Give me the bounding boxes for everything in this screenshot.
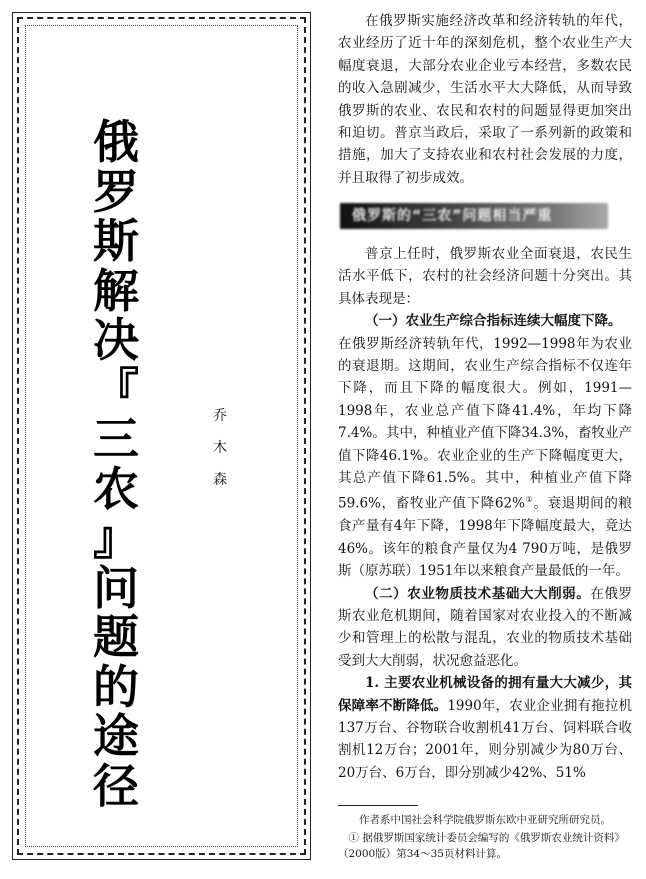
title-char: 径 bbox=[93, 758, 139, 813]
title-char: 农 bbox=[93, 461, 139, 516]
subsection-3 bbox=[338, 672, 632, 784]
subsection-3-text: 1990年，农业企业拥有拖拉机137万台、谷物联合收割机41万台、饲料联合收割机12万台；2001年，则分别减少为80万台、20万台、6万台，即分别减少42%、51% bbox=[338, 697, 633, 781]
subsection-1-tail: 。衰退期间的粮食产量有4年下降，1998年下降幅度最大，竟达46%。该年的粮食产量仅为4 790万吨，是俄罗斯（原苏联）1951年以来粮食产量最低的一年。 bbox=[338, 495, 632, 580]
title-char: 俄 bbox=[93, 115, 139, 169]
title-char: 决 bbox=[93, 313, 139, 367]
subsection-1 bbox=[338, 310, 632, 332]
subsection-2-heading: （二）农业物质技术基础大大削弱。 bbox=[365, 585, 591, 602]
article-title bbox=[93, 115, 139, 813]
title-char: 罗 bbox=[93, 164, 139, 219]
title-char: 『 bbox=[93, 362, 139, 417]
title-panel bbox=[17, 17, 306, 855]
title-char: 的 bbox=[93, 659, 139, 714]
author-char: 乔 bbox=[213, 408, 227, 424]
title-char: 三 bbox=[93, 412, 139, 466]
title-char: 』 bbox=[93, 511, 139, 565]
footnote-divider bbox=[338, 805, 418, 806]
body-text bbox=[338, 243, 632, 784]
title-char: 途 bbox=[93, 709, 139, 763]
author-name bbox=[213, 400, 227, 496]
subsection-2 bbox=[338, 583, 632, 673]
paragraph-1: 普京上任时，俄罗斯农业全面衰退，农民生活水平低下，农村的社会经济问题十分突出。其具体表现是： bbox=[338, 246, 632, 307]
intro-paragraph bbox=[338, 10, 632, 189]
author-char: 木 bbox=[213, 440, 227, 456]
author-note: 作者系中国社会科学院俄罗斯东欧中亚研究所研究员。 bbox=[359, 814, 611, 826]
title-char: 斯 bbox=[93, 214, 139, 268]
footnotes bbox=[338, 812, 632, 862]
subsection-1-body bbox=[338, 333, 632, 583]
footnote-marker: ① bbox=[524, 495, 534, 505]
title-char: 问 bbox=[93, 560, 139, 615]
subsection-2-text: 在俄罗斯农业危机期间，随着国家对农业投入的不断减少和管理上的松散与混乱，农业的物质技术基础受到大大削弱，状况愈益恶化。 bbox=[338, 585, 633, 669]
subsection-1-text: 在俄罗斯经济转轨年代，1992—1998年为农业的衰退期。这期间，农业生产综合指标不仅连年下降，而且下降的幅度很大。例如，1991—1998年，农业总产值下降41.4%，年均下降7.4%。其中，种植业产值下降34.3%，畜牧业产值下降46.1%。农业企业的生产下降幅度更大，其总产值下降61.5%。其中，种植业产值下降59.6%，畜牧业产值下降62% bbox=[338, 335, 632, 512]
intro-text: 在俄罗斯实施经济改革和经济转轨的年代，农业经历了近十年的深刻危机，整个农业生产大幅度衰退，大部分农业企业亏本经营，多数农民的收入急剧减少，生活水平大大降低，从而导致俄罗斯的农业、农民和农村的问题显得更加突出和迫切。普京当政后，采取了一系列新的政策和措施，加大了支持农业和农村社会发展的力度，并且取得了初步成效。 bbox=[338, 13, 632, 186]
author-char: 森 bbox=[213, 472, 227, 488]
subsection-3-heading: 1. 主要农业机械设备的拥有量大大减少，其保障率不断降低。 bbox=[338, 675, 632, 714]
footnote-1: ① 据俄罗斯国家统计委员会编写的《俄罗斯农业统计资料》（2000版）第34～35页材料计算。 bbox=[338, 832, 625, 860]
title-char: 题 bbox=[93, 610, 139, 664]
section-heading: 俄罗斯的“三农”问题相当严重 bbox=[340, 203, 608, 229]
title-char: 解 bbox=[93, 263, 139, 318]
subsection-1-heading: （一）农业生产综合指标连续大幅度下降。 bbox=[365, 313, 622, 330]
